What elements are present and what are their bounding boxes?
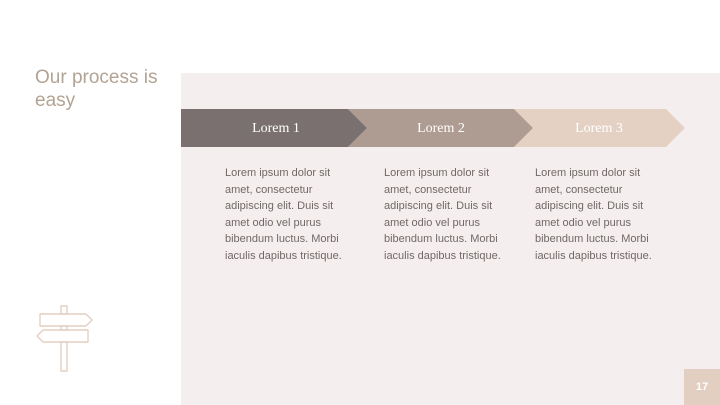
page-number-badge <box>684 369 720 405</box>
step-2-description: Lorem ipsum dolor sit amet, consectetur adipiscing elit. Duis sit amet odio vel purus bibendum luctus. Morbi iaculis dapibus tristique. <box>384 167 501 262</box>
step-2-label: Lorem 2 <box>417 121 465 136</box>
page-number: 17 <box>695 381 709 393</box>
step-1-description: Lorem ipsum dolor sit amet, consectetur adipiscing elit. Duis sit amet odio vel purus bibendum luctus. Morbi iaculis dapibus tristique. <box>225 167 342 262</box>
slide-title: Our process is easy <box>35 67 158 111</box>
signpost-icon <box>34 305 94 373</box>
step-3-description: Lorem ipsum dolor sit amet, consectetur adipiscing elit. Duis sit amet odio vel purus bibendum luctus. Morbi iaculis dapibus tristique. <box>535 167 652 262</box>
step-3-label: Lorem 3 <box>575 121 623 136</box>
step-1-label: Lorem 1 <box>252 121 300 136</box>
